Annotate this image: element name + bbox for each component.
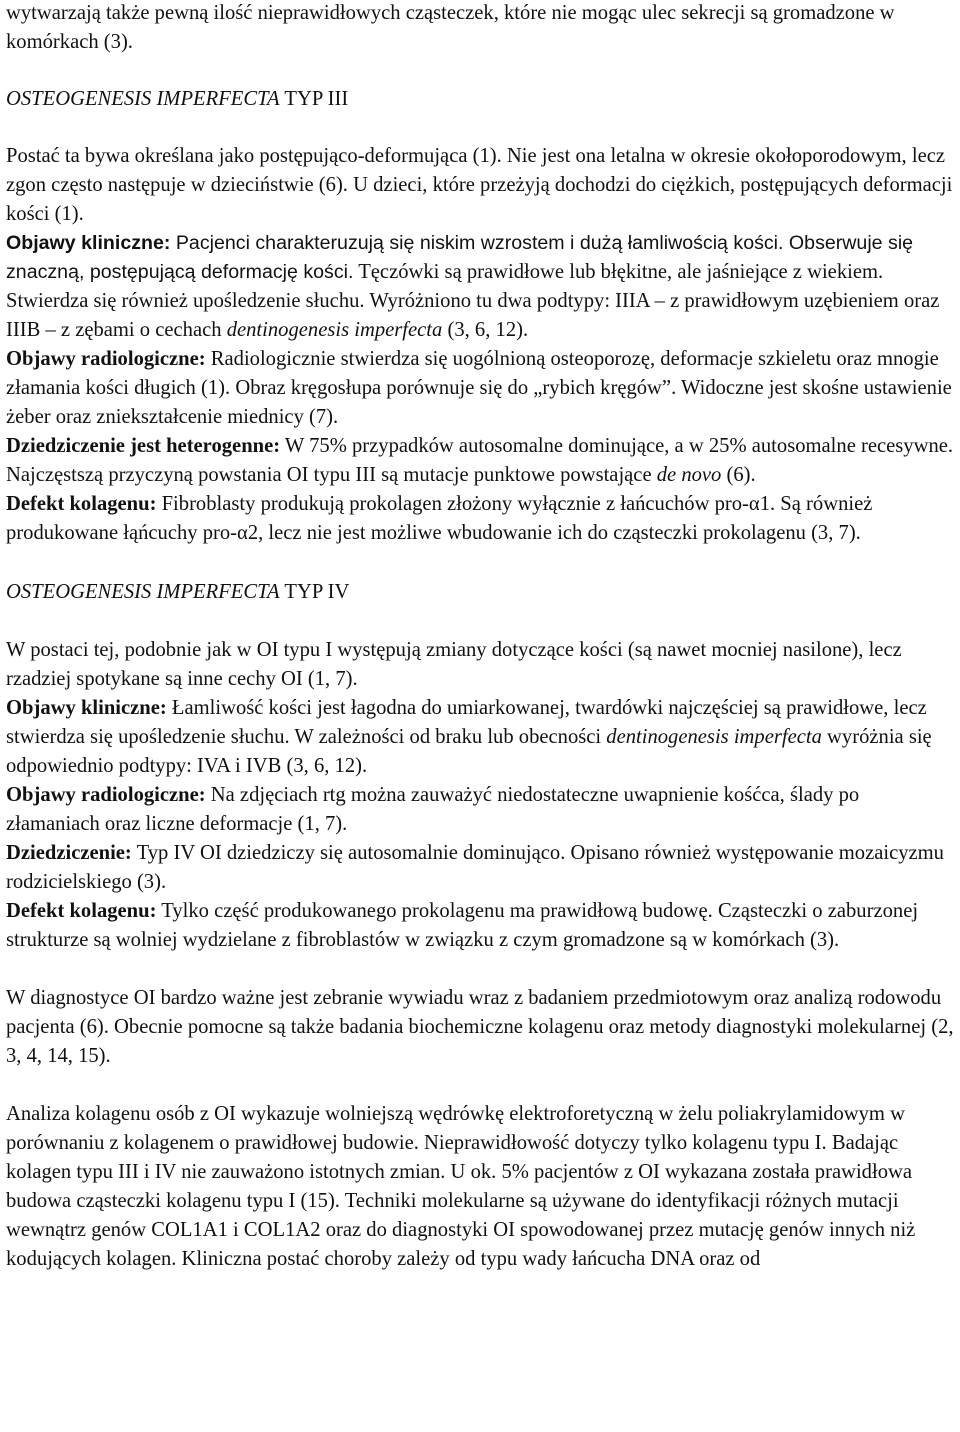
inheritance-label: Dziedziczenie: bbox=[6, 842, 132, 864]
document-page bbox=[6, 0, 956, 1274]
defect-text: Tylko część produkowanego prokolagenu ma prawidłową budowę. Cząsteczki o zaburzonej strukturze są wolniej wydzielane z fibroblastów w związku z czym gromadzone są w komórkach (3). bbox=[6, 900, 919, 951]
clinical-end: (3, 6, 12). bbox=[442, 319, 529, 341]
defect-label: Defekt kolagenu: bbox=[6, 493, 157, 515]
collagen-analysis-paragraph: Analiza kolagenu osób z OI wykazuje wolniejszą wędrówkę elektroforetyczną w żelu poliakrylamidowym w porównaniu z kolagenem o prawidłowej budowie. Nieprawidłowość dotyczy tylko kolagenu typu I. Badając kolagen typu III i IV nie zauważono istotnych zmian. U ok. 5% pacjentów z OI wykazana została prawidłowa budowa cząsteczki kolagenu typu I (15). Techniki molekularne są używane do identyfikacji różnych mutacji wewnątrz genów COL1A1 i COL1A2 oraz do diagnostyki OI spowodowanej przez mutację genów innych niż kodujących kolagen. Kliniczna postać choroby zależy od typu wady łańcucha DNA oraz od bbox=[6, 1103, 916, 1270]
type-iii-intro: Postać ta bywa określana jako postępująco-deformująca (1). Nie jest ona letalna w okresie okołoporodowym, lecz zgon często następuje w dzieciństwie (6). U dzieci, które przeżyją dochodzi do ciężkich, postępujących deformacji kości (1). bbox=[6, 145, 953, 225]
section-heading-type-iv bbox=[6, 578, 956, 607]
clinical-italic: dentinogenesis imperfecta bbox=[606, 726, 822, 748]
heading-rest: TYP IV bbox=[279, 581, 350, 603]
type-iv-intro: W postaci tej, podobnie jak w OI typu I występują zmiany dotyczące kości (są nawet mocniej nasilone), lecz rzadziej spotykane są inne cechy OI (1, 7). bbox=[6, 639, 902, 690]
radiology-label: Objawy radiologiczne: bbox=[6, 784, 206, 806]
clinical-text-sans: Pacjenci charakteruzują się niskim wzrostem i dużą łamliwością kości. Obserwuje się znaczną, postępującą deformację kości. bbox=[6, 232, 914, 283]
radiology-label: Objawy radiologiczne: bbox=[6, 348, 206, 370]
clinical-label: Objawy kliniczne: bbox=[6, 232, 171, 254]
radiology-text: Na zdjęciach rtg można zauważyć niedostateczne uwapnienie kośćca, ślady po złamaniach oraz liczne deformacje (1, 7). bbox=[6, 784, 860, 835]
clinical-label: Objawy kliniczne: bbox=[6, 697, 167, 719]
heading-italic: OSTEOGENESIS IMPERFECTA bbox=[6, 88, 280, 110]
clinical-text: Tęczówki są prawidłowe lub błękitne, ale jaśniejące z wiekiem. Stwierdza się również upośledzenie słuchu. Wyróżniono tu dwa podtypy: IIIA – z prawidłowym uzębieniem oraz IIIB – z zębami o cechach bbox=[6, 261, 940, 341]
clinical-text: Łamliwość kości jest łagodna do umiarkowanej, twardówki najczęściej są prawidłowe, lecz stwierdza się upośledzenie słuchu. W zależności od braku lub obecności bbox=[6, 697, 927, 748]
inheritance-label: Dziedziczenie jest heterogenne: bbox=[6, 435, 281, 457]
inheritance-italic: de novo bbox=[656, 464, 722, 486]
defect-label: Defekt kolagenu: bbox=[6, 900, 157, 922]
intro-paragraph: wytwarzają także pewną ilość nieprawidłowych cząsteczek, które nie mogąc ulec sekrecji są gromadzone w komórkach (3). bbox=[6, 2, 895, 53]
diagnostics-paragraph: W diagnostyce OI bardzo ważne jest zebranie wywiadu wraz z badaniem przedmiotowym oraz analizą rodowodu pacjenta (6). Obecnie pomocne są także badania biochemiczne kolagenu oraz metody diagnostyki molekularnej (2, 3, 4, 14, 15). bbox=[6, 987, 954, 1067]
heading-rest: TYP III bbox=[279, 88, 349, 110]
section-heading-type-iii bbox=[6, 85, 956, 114]
radiology-text: Radiologicznie stwierdza się uogólnioną osteoporozę, deformacje szkieletu oraz mnogie złamania kości długich (1). Obraz kręgosłupa porównuje się do „rybich kręgów”. Widoczne jest skośne ustawienie żeber oraz zniekształcenie miednicy (7). bbox=[6, 348, 952, 428]
inheritance-end: (6). bbox=[721, 464, 756, 486]
clinical-end: wyróżnia się odpowiednio podtypy: IVA i IVB (3, 6, 12). bbox=[6, 726, 932, 777]
type-iv-paragraph bbox=[6, 636, 956, 955]
inheritance-text: W 75% przypadków autosomalne dominujące, a w 25% autosomalne recesywne. Najczęstszą przyczyną powstania OI typu III są mutacje punktowe powstające bbox=[6, 435, 954, 486]
defect-text: Fibroblasty produkują prokolagen złożony wyłącznie z łańcuchów pro-α1. Są również produkowane łąńcuchy pro-α2, lecz nie jest możliwe wbudowanie ich do cząsteczki prokolagenu (3, 7). bbox=[6, 493, 873, 544]
inheritance-text: Typ IV OI dziedziczy się autosomalnie dominująco. Opisano również występowanie mozaicyzmu rodzicielskiego (3). bbox=[6, 842, 944, 893]
heading-italic: OSTEOGENESIS IMPERFECTA bbox=[6, 581, 280, 603]
clinical-italic: dentinogenesis imperfecta bbox=[226, 319, 443, 341]
type-iii-paragraph bbox=[6, 142, 956, 548]
